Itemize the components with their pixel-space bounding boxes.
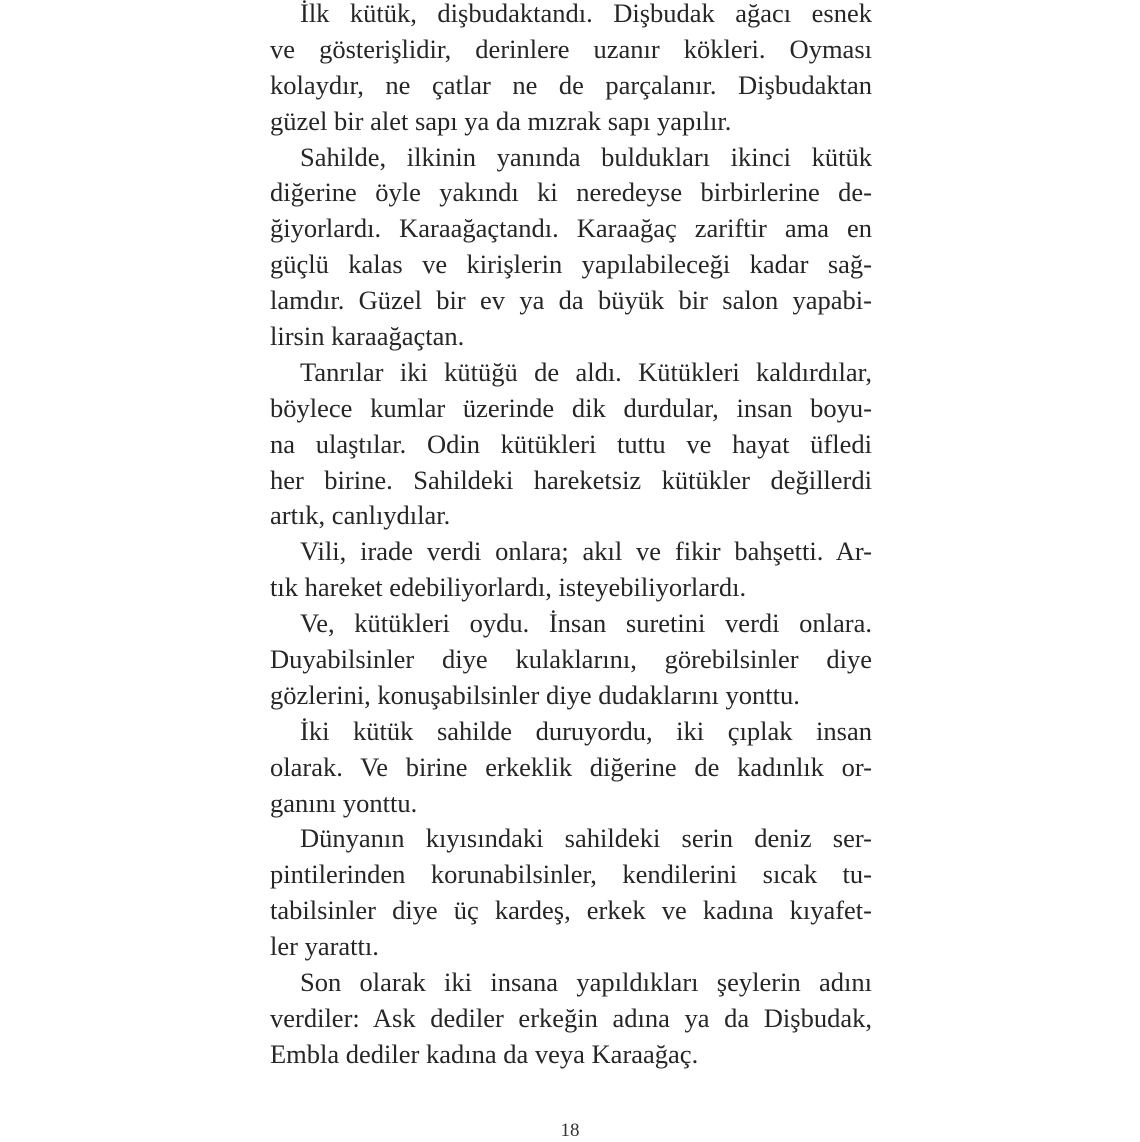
page-number: 18 bbox=[560, 1120, 580, 1141]
text-line: Tanrılar iki kütüğü de aldı. Kütükleri kaldırdılar, bbox=[300, 356, 872, 387]
paragraph bbox=[270, 965, 872, 1073]
paragraph bbox=[270, 140, 872, 355]
paragraph bbox=[270, 0, 872, 140]
body-text bbox=[270, 0, 872, 1073]
text-line: ğiyorlardı. Karaağaçtandı. Karaağaç zariftir ama en bbox=[270, 213, 872, 244]
text-line: verdiler: Ask dediler erkeğin adına ya da Dişbudak, bbox=[270, 1002, 872, 1033]
text-line: gözlerini, konuşabilsinler diye dudaklarını yonttu. bbox=[270, 679, 800, 710]
text-line: İlk kütük, dişbudaktandı. Dişbudak ağacı esnek bbox=[300, 0, 872, 28]
text-line: lirsin karaağaçtan. bbox=[270, 321, 465, 352]
text-line: Embla dediler kadına da veya Karaağaç. bbox=[270, 1038, 699, 1069]
text-line: artık, canlıydılar. bbox=[270, 500, 451, 531]
text-line: diğerine öyle yakındı ki neredeyse birbirlerine de- bbox=[270, 177, 872, 208]
text-line: pintilerinden korunabilsinler, kendilerini sıcak tu- bbox=[270, 859, 872, 890]
text-line: Dünyanın kıyısındaki sahildeki serin deniz ser- bbox=[300, 823, 872, 854]
paragraph bbox=[270, 355, 872, 534]
text-line: kolaydır, ne çatlar ne de parçalanır. Dişbudaktan bbox=[270, 69, 872, 100]
text-line: böylece kumlar üzerinde dik durdular, insan boyu- bbox=[270, 392, 872, 423]
text-line: tık hareket edebiliyorlardı, isteyebiliyorlardı. bbox=[270, 572, 747, 603]
paragraph bbox=[270, 821, 872, 965]
text-line: ve gösterişlidir, derinlere uzanır kökleri. Oyması bbox=[270, 33, 872, 64]
text-line: Ve, kütükleri oydu. İnsan suretini verdi onlara. bbox=[300, 608, 872, 639]
text-line: ganını yonttu. bbox=[270, 787, 418, 818]
text-line: Vili, irade verdi onlara; akıl ve fikir bahşetti. Ar- bbox=[300, 536, 872, 567]
text-line: her birine. Sahildeki hareketsiz kütükler değillerdi bbox=[270, 464, 872, 495]
text-line: ler yarattı. bbox=[270, 931, 379, 962]
text-line: lamdır. Güzel bir ev ya da büyük bir salon yapabi- bbox=[270, 285, 872, 316]
paragraph bbox=[270, 714, 872, 822]
paragraph bbox=[270, 606, 872, 714]
text-line: güzel bir alet sapı ya da mızrak sapı yapılır. bbox=[270, 105, 732, 136]
text-line: Son olarak iki insana yapıldıkları şeylerin adını bbox=[300, 967, 872, 998]
text-line: olarak. Ve birine erkeklik diğerine de kadınlık or- bbox=[270, 751, 872, 782]
text-line: na ulaştılar. Odin kütükleri tuttu ve hayat üfledi bbox=[270, 428, 872, 459]
paragraph bbox=[270, 534, 872, 606]
text-line: güçlü kalas ve kirişlerin yapılabileceği kadar sağ- bbox=[270, 249, 872, 280]
text-line: Duyabilsinler diye kulaklarını, görebilsinler diye bbox=[270, 644, 872, 675]
text-line: Sahilde, ilkinin yanında buldukları ikinci kütük bbox=[300, 141, 872, 172]
text-line: İki kütük sahilde duruyordu, iki çıplak insan bbox=[300, 715, 872, 746]
text-line: tabilsinler diye üç kardeş, erkek ve kadına kıyafet- bbox=[270, 895, 872, 926]
